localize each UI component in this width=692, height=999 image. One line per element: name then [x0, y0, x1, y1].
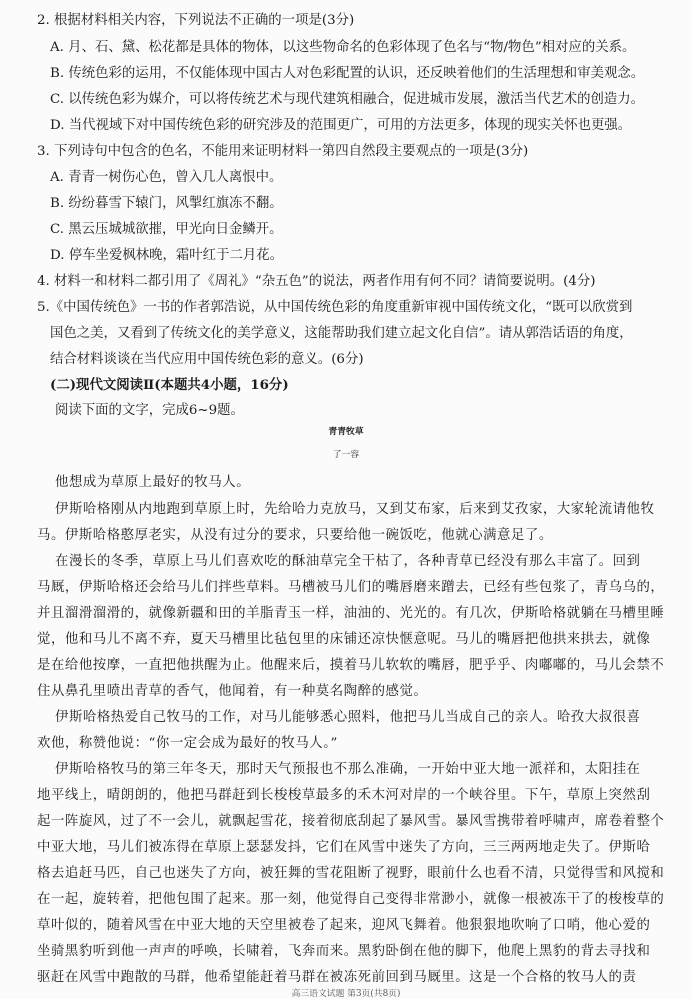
story-line: 住从鼻孔里喷出青草的香气，他闻着，有一种莫名陶醉的感觉。 [37, 684, 428, 699]
story-line: 草叶似的，随着风雪在中亚大地的天空里被卷了起来，迎风飞舞着。他狠狠地吹响了口哨，他心爱的 [37, 918, 651, 933]
question-2-option-b: B. 传统色彩的运用，不仅能体现中国古人对色彩配置的认识，还反映着他们的生活理想和审美观念。 [50, 66, 645, 81]
story-line: 伊斯哈格牧马的第三年冬天，那时天气预报也不那么准确，一开始中亚大地一派祥和，太阳挂在 [55, 762, 641, 777]
question-2-stem: 2. 根据材料相关内容，下列说法不正确的一项是(3分) [37, 13, 355, 28]
question-4-stem: 4. 材料一和材料二都引用了《周礼》“杂五色”的说法，两者作用有何不同？请简要说明。(4分) [37, 274, 596, 289]
question-5-line-1: 5.《中国传统色》一书的作者郭浩说，从中国传统色彩的角度重新审视中国传统文化，“既可以欣赏到 [37, 300, 633, 315]
question-3-option-b: B. 纷纷暮雪下辕门，风掣红旗冻不翻。 [50, 196, 283, 211]
story-title: 青青牧草 [328, 427, 364, 437]
question-2-option-a: A. 月、石、黛、松花都是具体的物体，以这些物命名的色彩体现了色名与“物/物色”相对应的关系。 [50, 40, 636, 55]
section-heading: (二)现代文阅读Ⅱ(本题共4小题，16分) [50, 377, 289, 393]
story-line: 并且溜滑溜滑的，就像新疆和田的羊脂青玉一样，油油的、光光的。有几次，伊斯哈格就躺在马槽里睡 [37, 606, 665, 621]
story-line: 马。伊斯哈格憨厚老实，从没有过分的要求，只要给他一碗饭吃，他就心满意足了。 [37, 528, 553, 543]
story-line: 中亚大地，马儿们被冻得在草原上瑟瑟发抖，它们在风雪中迷失了方向，三三两两地走失了。伊斯哈 [37, 840, 651, 855]
question-2-option-d: D. 当代视域下对中国传统色彩的研究涉及的范围更广，可用的方法更多，体现的现实关怀也更强。 [50, 118, 632, 133]
story-line: 驱赶在风雪中跑散的马群，他希望能赶着马群在被冻死前回到马厩里。这是一个合格的牧马人的责 [37, 970, 637, 985]
story-line: 伊斯哈格热爱自己牧马的工作，对马儿能够悉心照料，他把马儿当成自己的亲人。哈孜大叔很喜 [55, 710, 641, 725]
story-line: 在漫长的冬季，草原上马儿们喜欢吃的酥油草完全干枯了，各种青草已经没有那么丰富了。回到 [55, 554, 641, 569]
question-2-option-c: C. 以传统色彩为媒介，可以将传统艺术与现代建筑相融合，促进城市发展，激活当代艺术的创造力。 [50, 92, 645, 107]
page-footer: 高三语文试题 第3页(共8页) [291, 989, 401, 999]
story-line: 马厩，伊斯哈格还会给马儿们拌些草料。马槽被马儿们的嘴唇磨来蹭去，已经有些包浆了，青乌乌的， [37, 580, 665, 595]
story-line: 伊斯哈格刚从内地跑到草原上时，先给哈力克放马，又到艾布家，后来到艾孜家，大家轮流请他牧 [55, 502, 655, 517]
section-instruction: 阅读下面的文字，完成6~9题。 [55, 403, 244, 418]
question-5-line-2: 国色之美，又看到了传统文化的美学意义，这能帮助我们建立起文化自信”。请从郭浩话语的角度， [50, 326, 633, 341]
question-3-option-c: C. 黑云压城城欲摧，甲光向日金鳞开。 [50, 222, 283, 237]
question-3-option-a: A. 青青一树伤心色，曾入几人离恨中。 [50, 170, 283, 185]
story-line: 地平线上，晴朗朗的，他把马群赶到长梭梭草最多的禾木河对岸的一个峡谷里。下午，草原上突然刮 [37, 788, 651, 803]
story-line: 欢他，称赞他说：“你一定会成为最好的牧马人。” [37, 736, 338, 751]
question-3-option-d: D. 停车坐爱枫林晚，霜叶红于二月花。 [50, 248, 284, 263]
story-line: 他想成为草原上最好的牧马人。 [55, 475, 251, 490]
story-line: 在一起，旋转着，把他包围了起来。那一刻，他觉得自己变得非常渺小，就像一根被冻干了的梭梭草的 [37, 892, 665, 907]
question-5-line-3: 结合材料谈谈在当代应用中国传统色彩的意义。(6分) [50, 352, 364, 367]
story-line: 是在给他按摩，一直把他拱醒为止。他醒来后，摸着马儿软软的嘴唇，肥乎乎、肉嘟嘟的，马儿会禁不 [37, 658, 665, 673]
story-line: 觉，他和马儿不离不弃，夏天马槽里比毡包里的床铺还凉快惬意呢。马儿的嘴唇把他拱来拱去，就像 [37, 632, 651, 647]
story-line: 格去追赶马匹，自己也迷失了方向，被狂舞的雪花阻断了视野，眼前什么也看不清，只觉得雪和风搅和 [37, 866, 665, 881]
story-line: 起一阵旋风，过了不一会儿，就飘起雪花，接着彻底刮起了暴风雪。暴风雪携带着呼啸声，席卷着整个 [37, 814, 665, 829]
question-3-stem: 3. 下列诗句中包含的色名，不能用来证明材料一第四自然段主要观点的一项是(3分) [37, 144, 529, 159]
story-line: 坐骑黑豹听到他一声声的呼唤，长啸着，飞奔而来。黑豹卧倒在他的脚下，他爬上黑豹的背去寻找和 [37, 944, 651, 959]
story-author: 了一容 [332, 450, 360, 460]
